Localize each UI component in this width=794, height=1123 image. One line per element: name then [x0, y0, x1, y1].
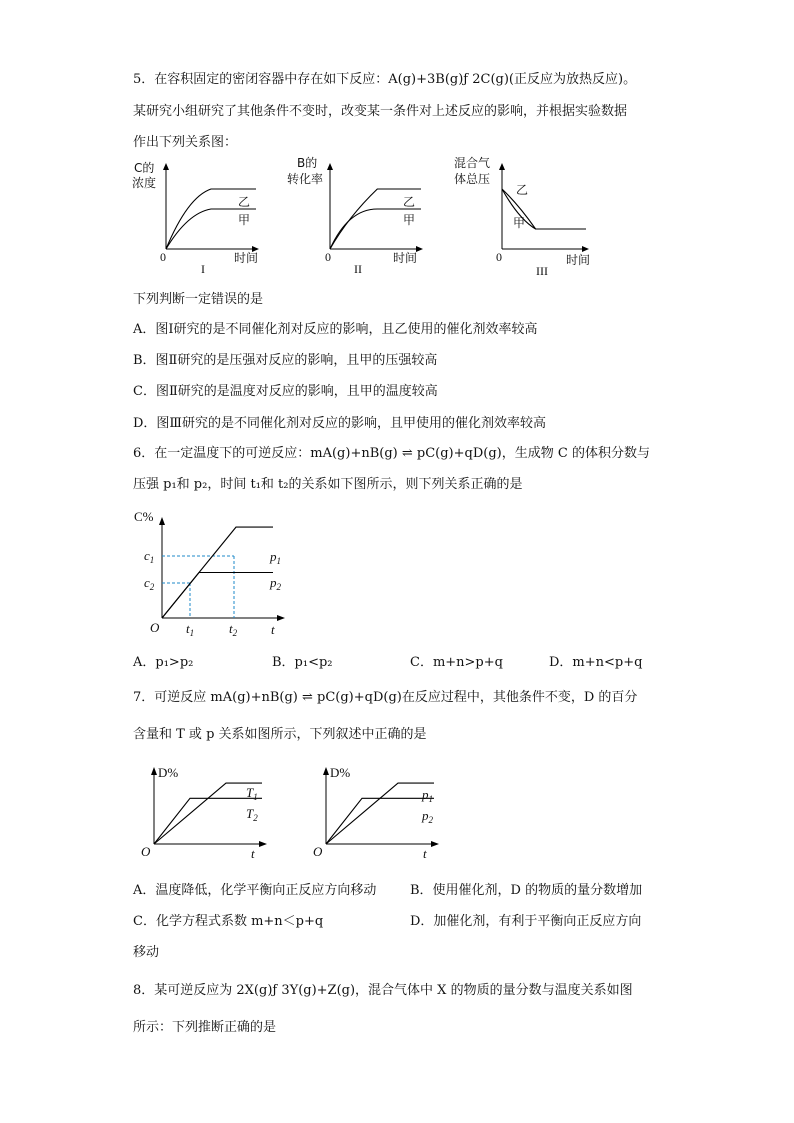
x-arrow — [582, 246, 589, 252]
x-tick-t1: $t_1$ — [186, 621, 195, 638]
q5-prompt: 下列判断一定错误的是 — [133, 292, 264, 307]
y-arrow — [323, 767, 329, 775]
q6-line2: 压强 p₁和 p₂，时间 t₁和 t₂的关系如下图所示，则下列关系正确的是 — [133, 477, 523, 492]
q6-option-b[interactable]: B．p₁<p₂ — [272, 655, 333, 670]
figure-label: III — [536, 264, 548, 275]
y-label-2: 体总压 — [454, 172, 491, 186]
y-arrow — [151, 767, 157, 775]
figure-label: I — [201, 262, 205, 275]
y-arrow — [499, 163, 505, 170]
series-line-p2 — [326, 798, 434, 844]
y-tick-c1: $c_1$ — [144, 548, 155, 565]
q5-line1: 5．在容积固定的密闭容器中存在如下反应：A(g)+3B(g)ƒ 2C(g)(正反应为放热反应)。 — [133, 72, 637, 87]
legend-p1: $p_1$ — [422, 787, 433, 804]
origin-label: 0 — [496, 250, 502, 264]
origin-label: O — [313, 844, 323, 859]
q6-figure — [130, 500, 300, 645]
y-arrow — [327, 163, 333, 170]
y-tick-c2: $c_2$ — [144, 575, 155, 592]
q5-figure-iii — [450, 155, 600, 275]
x-label: 时间 — [234, 251, 259, 265]
figure-label: II — [354, 262, 362, 275]
y-label: D% — [330, 765, 351, 780]
q6-line1: 6．在一定温度下的可逆反应：mA(g)+nB(g) ⇌ pC(g)+qD(g)，生成物 C 的体积分数与 — [133, 446, 650, 461]
q5-option-d[interactable]: D．图Ⅲ研究的是不同催化剂对反应的影响，且甲使用的催化剂效率较高 — [133, 416, 546, 431]
series-line-p2 — [162, 573, 273, 619]
origin-label: O — [150, 620, 160, 635]
q8-line2: 所示：下列推断正确的是 — [133, 1020, 277, 1035]
legend-t1: $T_1$ — [246, 785, 258, 802]
y-label: D% — [158, 765, 179, 780]
legend-p2: $p_2$ — [270, 575, 281, 592]
origin-label: O — [141, 844, 151, 859]
origin-label: 0 — [160, 250, 166, 264]
x-tick-t2: $t_2$ — [229, 621, 238, 638]
q5-option-b[interactable]: B．图Ⅱ研究的是压强对反应的影响，且甲的压强较高 — [133, 353, 438, 368]
q6-option-a[interactable]: A．p₁>p₂ — [133, 655, 194, 670]
legend-jia: 甲 — [513, 216, 526, 230]
y-label-2: 转化率 — [287, 172, 324, 186]
legend-jia: 甲 — [238, 213, 251, 227]
x-label: t — [423, 846, 427, 861]
q5-option-a[interactable]: A．图Ⅰ研究的是不同催化剂对反应的影响，且乙使用的催化剂效率较高 — [133, 322, 538, 337]
q5-line3: 作出下列关系图： — [133, 135, 238, 150]
x-label: 时间 — [566, 253, 591, 267]
q5-option-c[interactable]: C．图Ⅱ研究的是温度对反应的影响，且甲的温度较高 — [133, 384, 438, 399]
y-label-2: 浓度 — [132, 176, 157, 190]
x-label: t — [271, 622, 275, 637]
series-line-p1 — [326, 783, 434, 844]
y-label-1: C的 — [134, 161, 155, 175]
x-label: 时间 — [393, 251, 418, 265]
x-arrow — [431, 841, 439, 847]
legend-yi: 乙 — [516, 183, 529, 197]
q7-figure-right — [310, 760, 450, 865]
y-label: C% — [134, 509, 154, 524]
y-label-1: 混合气 — [454, 156, 491, 170]
q5-figure-i — [130, 155, 270, 275]
q7-figure-left — [138, 760, 278, 865]
legend-yi: 乙 — [403, 195, 416, 209]
q7-option-b[interactable]: B．使用催化剂，D 的物质的量分数增加 — [410, 883, 643, 898]
origin-label: 0 — [325, 250, 331, 264]
y-arrow — [163, 163, 169, 170]
legend-t2: $T_2$ — [246, 806, 258, 823]
q5-line2: 某研究小组研究了其他条件不变时，改变某一条件对上述反应的影响，并根据实验数据 — [133, 104, 628, 119]
q8-line1: 8．某可逆反应为 2X(g)ƒ 3Y(g)+Z(g)，混合气体中 X 的物质的量分数与温度关系如图 — [133, 983, 633, 998]
q5-figure-ii — [283, 155, 433, 275]
q7-option-d[interactable]: D．加催化剂，有利于平衡向正反应方向 — [410, 914, 642, 929]
x-label: t — [251, 846, 255, 861]
legend-p1: $p_1$ — [270, 549, 281, 566]
legend-p2: $p_2$ — [422, 808, 433, 825]
q6-option-d[interactable]: D．m+n<p+q — [549, 655, 643, 670]
q7-option-c[interactable]: C．化学方程式系数 m+n＜p+q — [133, 914, 324, 929]
y-arrow — [159, 517, 165, 525]
q7-line2: 含量和 T 或 p 关系如图所示，下列叙述中正确的是 — [133, 727, 427, 742]
q7-option-d-cont: 移动 — [133, 945, 160, 960]
x-arrow — [416, 246, 423, 252]
q7-option-a[interactable]: A．温度降低，化学平衡向正反应方向移动 — [133, 883, 377, 898]
legend-yi: 乙 — [238, 195, 251, 209]
legend-jia: 甲 — [403, 213, 416, 227]
q6-option-c[interactable]: C．m+n>p+q — [410, 655, 503, 670]
q7-line1: 7．可逆反应 mA(g)+nB(g) ⇌ pC(g)+qD(g)在反应过程中，其他条件不变，D 的百分 — [133, 690, 638, 705]
y-label-1: B的 — [297, 156, 318, 170]
x-arrow — [259, 841, 267, 847]
x-arrow — [277, 615, 285, 621]
